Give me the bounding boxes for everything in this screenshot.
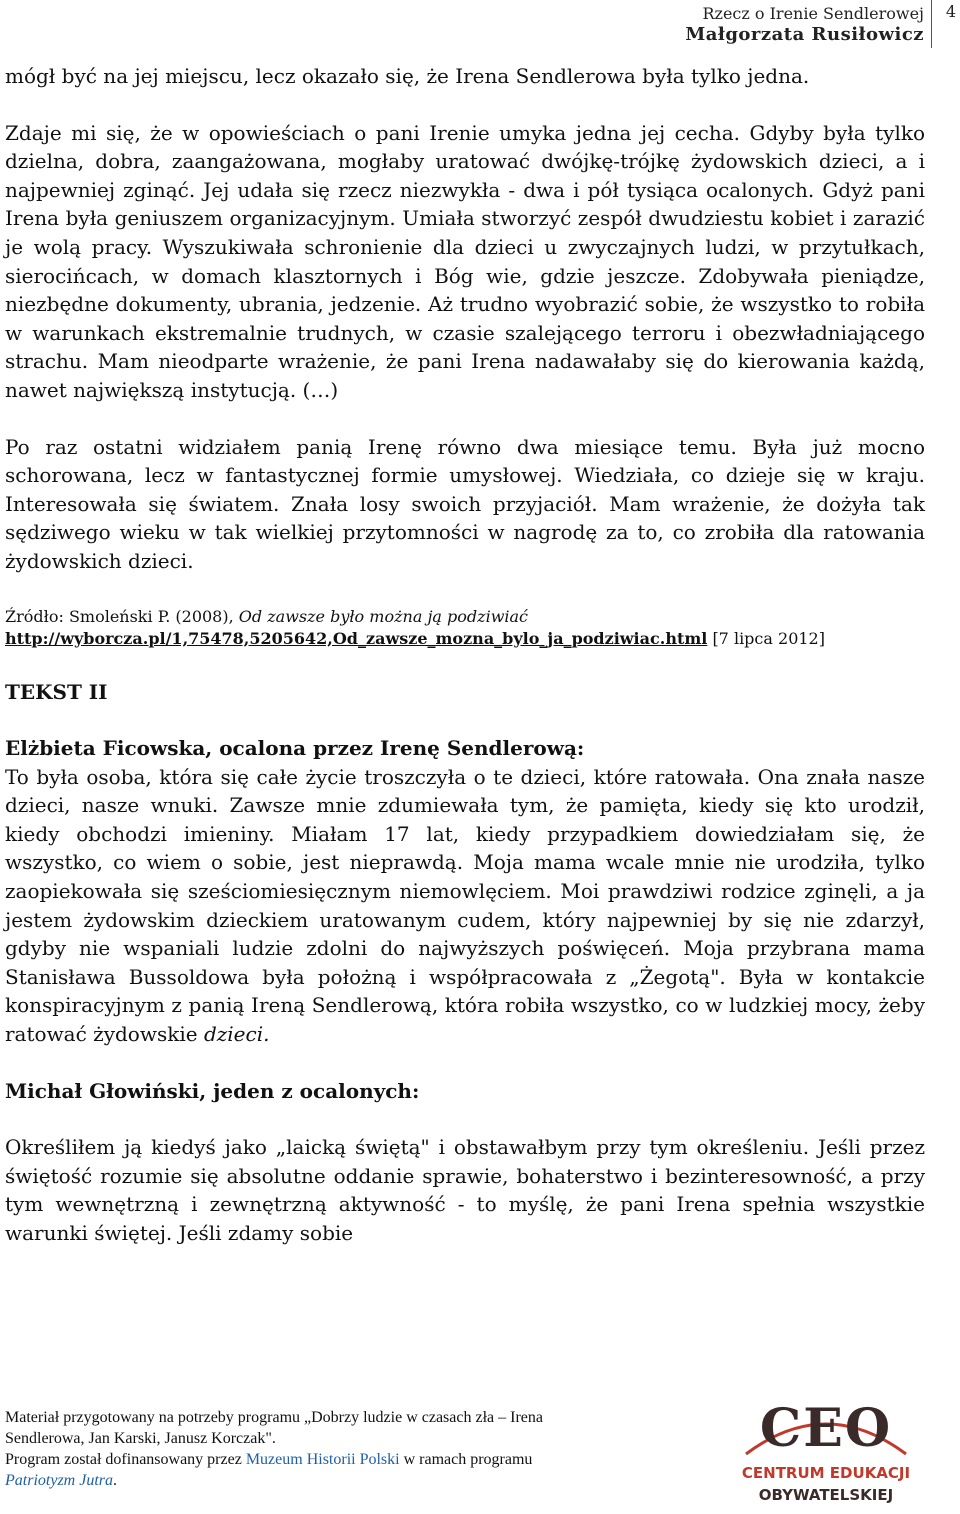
- speaker-2-text: Określiłem ją kiedyś jako „laicką świętą" i obstawałbym przy tym określeniu. Jeśli przez świętość rozumie się absolutne oddanie sprawie, bohaterstwo i bezinteresowność, a przy tym wewnętrzną i zewnętrzną aktywność - to myślę, że pani Irena spełnia wszystkie warunki świętej. Jeśli zdamy sobie: [5, 1135, 925, 1245]
- section-heading: TEKST II: [5, 679, 108, 704]
- speaker-1-heading: Elżbieta Ficowska, ocalona przez Irenę Sendlerową:: [5, 736, 585, 761]
- logo-line-1: CENTRUM EDUKACJI: [741, 1464, 911, 1482]
- header-title: Rzecz o Irenie Sendlerowej: [702, 4, 924, 23]
- footer-line-2: [5, 1449, 565, 1491]
- header-author: Małgorzata Rusiłowicz: [685, 24, 924, 45]
- footer-museum: Muzeum Historii Polski: [245, 1451, 400, 1468]
- speaker-1-end: dzieci.: [203, 1022, 270, 1047]
- document-body: [5, 62, 925, 1248]
- footer-line-1: Materiał przygotowany na potrzeby programu „Dobrzy ludzie w czasach zła – Irena Sendlerowa, Jan Karski, Janusz Korczak".: [5, 1409, 543, 1447]
- footer-funding-text: Program został dofinansowany przez: [5, 1451, 242, 1468]
- spacer: [5, 650, 925, 678]
- source-date: [7 lipca 2012]: [712, 628, 825, 648]
- spacer: [5, 91, 925, 119]
- source-title: Od zawsze było można ją podziwiać: [238, 606, 528, 626]
- spacer: [5, 576, 925, 606]
- spacer: [5, 706, 925, 734]
- source-citation: [5, 606, 925, 650]
- speaker-2-heading: Michał Głowiński, jeden z ocalonych:: [5, 1078, 420, 1103]
- spacer: [5, 1049, 925, 1077]
- logo-mark: CEO: [759, 1398, 893, 1459]
- paragraph-3: Po raz ostatni widziałem panią Irenę równo dwa miesiące temu. Była już mocno schorowana, lecz w fantastycznej formie umysłowej. Wiedziała, co dzieje się w kraju. Interesowała się światem. Znała losy swoich przyjaciół. Mam wrażenie, że dożyła tak sędziwego wieku w tak wielkiej przytomności w nagrodę za to, co zrobiła dla ratowania żydowskich dzieci.: [5, 434, 925, 573]
- paragraph-2: Zdaje mi się, że w opowieściach o pani Irenie umyka jedna jej cecha. Gdyby była tylko dzielna, dobra, zaangażowana, mogłaby uratować dwójkę-trójkę żydowskich dzieci, a i najpewniej zginąć. Jej udała się rzecz niezwykła - dwa i pół tysiąca ocalonych. Gdyż pani Irena była geniuszem organizacyjnym. Umiała stworzyć zespół dwudziestu kobiet i zarazić je wolą pracy. Wyszukiwała schronienie dla dzieci u zwyczajnych ludzi, w przytułkach, sierocińcach, w domach klasztornych i Bóg wie, gdzie jeszcze. Zdobywała pieniądze, niezbędne dokumenty, ubrania, jedzenie. Aż trudno wyobrazić sobie, że wszystko to robiła w warunkach ekstremalnie trudnych, w czasie szalejącego terroru i obezwładniającego strachu. Mam nieodparte wrażenie, że pani Irena nadawałaby się do kierowania każdą, nawet największą instytucją. (…): [5, 120, 925, 402]
- page-number: 4: [945, 2, 956, 21]
- paragraph-1: mógł być na jej miejscu, lecz okazało się, że Irena Sendlerowa była tylko jedna.: [5, 64, 810, 88]
- footer-program-text: w ramach programu: [403, 1451, 533, 1468]
- source-link[interactable]: http://wyborcza.pl/1,75478,5205642,Od_zawsze_mozna_bylo_ja_podziwiac.html: [5, 628, 708, 648]
- ceo-logo: [720, 1398, 932, 1510]
- source-label: Źródło: Smoleński P. (2008),: [5, 606, 234, 626]
- speaker-1-body: To była osoba, która się całe życie troszczyła o te dzieci, które ratowała. Ona znała nasze dzieci, nasze wnuki. Zawsze mnie zdumiewała tym, że pamięta, kiedy się kto urodził, kiedy obchodzi imieniny. Miałam 17 lat, kiedy przypadkiem dowiedziałam się, że wszystko, co wiem o sobie, jest nieprawdą. Moja mama wcale mnie nie urodziła, tylko zaopiekowała się sześciomiesięcznym niemowlęciem. Moi prawdziwi rodzice zginęli, a ja jestem żydowskim dzieckiem uratowanym cudem, który najpewniej by się nie zdarzył, gdyby nie wspaniali ludzie zdolni do najwyższych poświęceń. Moja przybrana mama Stanisława Bussoldowa była położną i współpracowała z „Żegotą". Była w kontakcie konspiracyjnym z panią Ireną Sendlerową, która robiła wszystko, co w ludzkiej mocy, żeby ratować żydowskie: [5, 764, 925, 1047]
- footer-period: .: [113, 1472, 117, 1489]
- page-header: [0, 0, 960, 48]
- speaker-1-text: [5, 763, 925, 1049]
- logo-line-2: OBYWATELSKIEJ: [758, 1486, 894, 1504]
- footer-program: Patriotyzm Jutra: [5, 1472, 113, 1489]
- spacer: [5, 1105, 925, 1133]
- header-divider: [931, 0, 932, 48]
- page-footer: [5, 1407, 565, 1491]
- spacer: [5, 405, 925, 433]
